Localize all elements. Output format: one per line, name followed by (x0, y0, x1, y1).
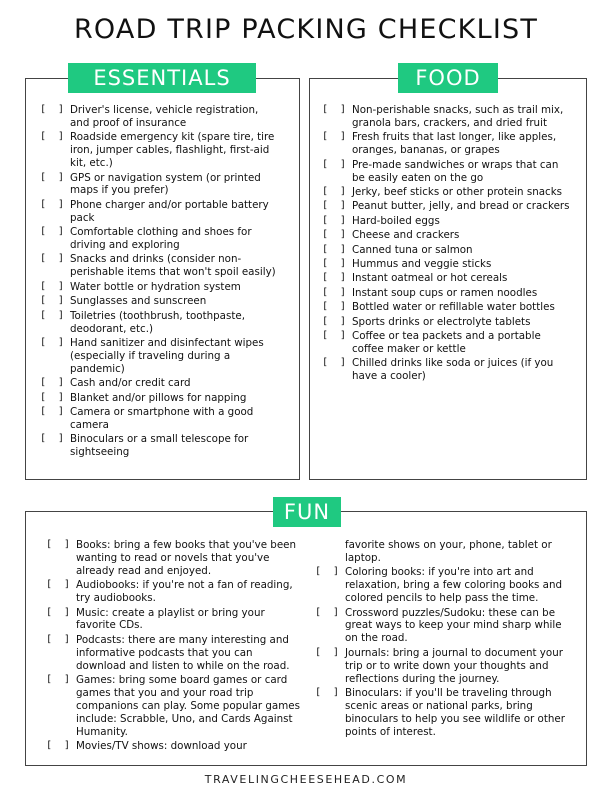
checklist-item (40, 172, 280, 198)
item-text: Cash and/or credit card (70, 377, 191, 390)
item-text: Pre-made sandwiches or wraps that can be easily eaten on the go (352, 158, 559, 184)
checklist-item (322, 229, 574, 242)
checkbox[interactable]: [ ] (40, 295, 65, 307)
checkbox[interactable]: [ ] (46, 606, 71, 618)
checklist-item (315, 647, 577, 686)
checkbox[interactable]: [ ] (322, 185, 347, 197)
essentials-heading: ESSENTIALS (68, 63, 256, 93)
checklist-item (40, 295, 280, 308)
item-text: Binoculars: if you'll be traveling through scenic areas or national parks, bring binoculars to help you see wildlife or other points of interest. (345, 686, 565, 738)
item-text: Crossword puzzles/Sudoku: these can be great ways to keep your mind sharp while on the road. (345, 606, 562, 645)
checklist-item (322, 200, 574, 213)
checklist-item (40, 377, 280, 390)
checkbox[interactable]: [ ] (40, 309, 65, 321)
item-text: Books: bring a few books that you've been wanting to read or novels that you've already read and enjoyed. (76, 539, 297, 577)
checklist-item (46, 634, 303, 673)
checklist-item (46, 539, 303, 578)
checklist-item (322, 215, 574, 228)
checkbox[interactable]: [ ] (46, 674, 71, 686)
checklist-item (46, 579, 303, 605)
item-text: Instant soup cups or ramen noodles (352, 286, 538, 299)
checklist-item (322, 330, 574, 356)
checklist-item (322, 258, 574, 271)
checkbox[interactable]: [ ] (40, 171, 65, 183)
item-text: Water bottle or hydration system (70, 280, 241, 293)
checklist-item (40, 392, 280, 405)
item-text: Sunglasses and sunscreen (70, 295, 207, 308)
checkbox[interactable]: [ ] (46, 539, 71, 550)
checklist-item (322, 104, 574, 130)
checkbox[interactable]: [ ] (40, 405, 65, 417)
food-heading: FOOD (398, 63, 498, 93)
item-text: Music: create a playlist or bring your favorite CDs. (76, 606, 265, 632)
checklist-item (322, 357, 574, 383)
item-text: Podcasts: there are many interesting and informative podcasts that you can download and listen to while on the road. (76, 633, 290, 672)
checkbox[interactable]: [ ] (40, 433, 65, 445)
item-text: Peanut butter, jelly, and bread or crackers (352, 200, 570, 213)
item-text: GPS or navigation system (or printed maps if you prefer) (70, 171, 261, 197)
checklist-item (315, 566, 577, 605)
item-text: Games: bring some board games or card games that you and your road trip companions can play. Some popular games include: Scrabble, Uno, and Cards Against Humanity. (76, 674, 300, 738)
item-text: Fresh fruits that last longer, like apples, oranges, bananas, or grapes (352, 131, 557, 157)
checkbox[interactable]: [ ] (315, 646, 340, 658)
checklist-item (322, 186, 574, 199)
item-text: Sports drinks or electrolyte tablets (352, 315, 531, 328)
fun-list-column-2 (315, 539, 577, 740)
item-text: Hand sanitizer and disinfectant wipes (especially if traveling during a pandemic) (70, 336, 264, 375)
checkbox[interactable]: [ ] (322, 131, 347, 143)
checkbox[interactable]: [ ] (315, 566, 340, 578)
checklist-item (322, 272, 574, 285)
checklist-item (40, 226, 280, 252)
item-text: Movies/TV shows: download your (76, 740, 247, 753)
checkbox[interactable]: [ ] (322, 357, 347, 369)
item-text: Toiletries (toothbrush, toothpaste, deodorant, etc.) (70, 309, 246, 335)
checklist-item (322, 287, 574, 300)
checklist-item (322, 131, 574, 157)
checklist-item (46, 674, 303, 739)
checkbox[interactable]: [ ] (322, 200, 347, 212)
checkbox[interactable]: [ ] (46, 579, 71, 591)
checklist-item (322, 244, 574, 257)
item-text: Hummus and veggie sticks (352, 257, 492, 270)
checkbox[interactable]: [ ] (40, 377, 65, 389)
item-text: Chilled drinks like soda or juices (if you have a cooler) (352, 357, 554, 383)
item-text: Camera or smartphone with a good camera (70, 405, 254, 431)
checklist-item (40, 281, 280, 294)
checkbox[interactable]: [ ] (315, 606, 340, 618)
item-text: Cheese and crackers (352, 229, 460, 242)
checkbox[interactable]: [ ] (40, 336, 65, 348)
item-text: Phone charger and/or portable battery pack (70, 198, 269, 224)
checkbox[interactable]: [ ] (40, 104, 65, 115)
item-text: Instant oatmeal or hot cereals (352, 272, 508, 285)
checklist-item (40, 199, 280, 225)
checkbox[interactable]: [ ] (40, 280, 65, 292)
checkbox[interactable]: [ ] (40, 391, 65, 403)
checkbox[interactable]: [ ] (322, 272, 347, 284)
item-text: Non-perishable snacks, such as trail mix, granola bars, crackers, and dried fruit (352, 104, 564, 129)
checklist-item (322, 316, 574, 329)
item-text: Hard-boiled eggs (352, 214, 440, 227)
item-text: Coffee or tea packets and a portable coffee maker or kettle (352, 330, 541, 355)
fun-continuation: favorite shows on your, phone, tablet or laptop. (345, 539, 552, 564)
item-text: Roadside emergency kit (spare tire, tire iron, jumper cables, flashlight, first-aid kit, etc.) (70, 131, 275, 170)
item-text: Driver's license, vehicle registration, and proof of insurance (70, 104, 259, 129)
item-text: Blanket and/or pillows for napping (70, 391, 247, 404)
item-text: Journals: bring a journal to document your trip or to write down your thoughts and reflections during the journey. (345, 646, 563, 685)
item-text: Snacks and drinks (consider non-perishable items that won't spoil easily) (70, 253, 276, 279)
checkbox[interactable]: [ ] (46, 633, 71, 645)
checkbox[interactable]: [ ] (322, 214, 347, 226)
checkbox[interactable]: [ ] (46, 740, 71, 752)
checkbox[interactable]: [ ] (322, 315, 347, 327)
item-text: Jerky, beef sticks or other protein snacks (352, 185, 563, 198)
checkbox[interactable]: [ ] (322, 301, 347, 313)
checkbox[interactable]: [ ] (322, 243, 347, 255)
checkbox[interactable]: [ ] (322, 257, 347, 269)
item-text: Coloring books: if you're into art and relaxation, bring a few coloring books and colored pencils to help pass the time. (345, 566, 563, 605)
checklist-item (40, 253, 280, 279)
checkbox[interactable]: [ ] (40, 226, 65, 238)
footer-site: TRAVELINGCHEESEHEAD.COM (204, 773, 408, 786)
checkbox[interactable]: [ ] (315, 686, 340, 698)
checklist-item (315, 687, 577, 739)
checklist-item (322, 301, 574, 314)
checklist-item (40, 337, 280, 376)
checkbox[interactable]: [ ] (40, 131, 65, 143)
checkbox[interactable]: [ ] (322, 104, 347, 115)
page-title: ROAD TRIP PACKING CHECKLIST (73, 14, 539, 45)
item-text: Binoculars or a small telescope for sightseeing (70, 433, 249, 459)
checklist-item (40, 104, 280, 130)
checklist-item (40, 131, 280, 170)
food-list (322, 104, 574, 385)
checklist-item (46, 740, 303, 753)
checklist-item (40, 310, 280, 336)
checkbox[interactable]: [ ] (322, 229, 347, 241)
item-text: Bottled water or refillable water bottles (352, 301, 555, 314)
item-text: Canned tuna or salmon (352, 243, 473, 256)
checkbox[interactable]: [ ] (40, 198, 65, 210)
checkbox[interactable]: [ ] (322, 286, 347, 298)
fun-heading: FUN (273, 497, 341, 527)
checklist-item (322, 159, 574, 185)
item-text: Comfortable clothing and shoes for driving and exploring (70, 226, 252, 252)
essentials-list (40, 104, 280, 461)
checklist-item (40, 433, 280, 459)
item-text: Audiobooks: if you're not a fan of reading, try audiobooks. (76, 579, 293, 605)
checklist-item (46, 607, 303, 633)
checkbox[interactable]: [ ] (322, 330, 347, 341)
checklist-item (315, 607, 577, 646)
checkbox[interactable]: [ ] (40, 253, 65, 265)
fun-list-column-1 (46, 539, 303, 755)
checklist-item (40, 406, 280, 432)
checkbox[interactable]: [ ] (322, 158, 347, 170)
